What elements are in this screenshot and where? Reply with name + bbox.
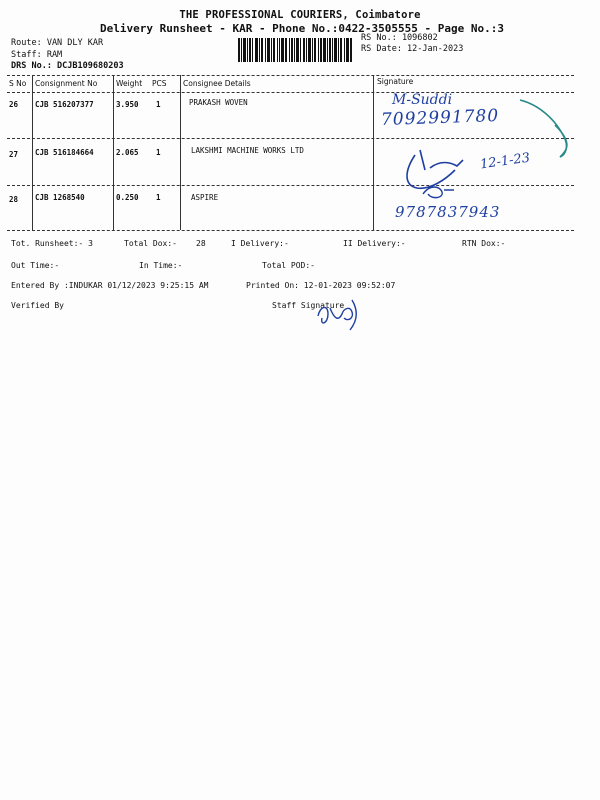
column-header-sno: S No [9,79,27,88]
total-pod-label: Total POD:- [262,261,315,270]
printed-on: Printed On: 12-01-2023 09:52:07 [246,281,396,290]
row-consignment: CJB 1268540 [35,193,85,202]
i-delivery-label: I Delivery:- [231,239,289,248]
row-consignee: ASPIRE [191,193,219,202]
ii-delivery-label: II Delivery:- [343,239,406,248]
route-text: Route: VAN DLY KAR [11,38,104,48]
company-title: THE PROFESSIONAL COURIERS, Coimbatore [179,9,421,21]
staff-text: Staff: RAM [11,49,63,60]
row-consignee: LAKSHMI MACHINE WORKS LTD [191,146,304,155]
column-header-signature: Signature [377,77,414,86]
column-header-consignee: Consignee Details [183,79,251,88]
rs-number: RS No.: 1096802 [361,33,438,43]
column-header-consignment: Consignment No [35,79,98,88]
handwritten-delivery-date: 12-1-23 [479,150,531,173]
row-pcs: 1 [156,193,161,202]
column-divider [180,75,181,230]
row-divider [7,138,574,139]
verified-by-label: Verified By [11,301,64,310]
row-consignee: PRAKASH WOVEN [189,98,248,107]
barcode [238,38,353,62]
row-consignment: CJB 516207377 [35,100,94,109]
column-header-pcs: PCS [152,79,167,88]
rs-date: RS Date: 12-Jan-2023 [361,44,464,54]
row2-signature [395,140,475,200]
rtn-dox-label: RTN Dox:- [462,239,506,248]
entered-by: Entered By :INDUKAR 01/12/2023 9:25:15 AM [11,281,209,290]
handwritten-receiver-phone: 9787837943 [395,203,501,221]
column-divider [373,75,374,230]
row-sno: 27 [9,150,19,159]
table-top-rule [7,75,574,76]
row-pcs: 1 [156,100,161,109]
drs-number: DRS No.: DCJB109680203 [11,61,124,71]
row-sno: 26 [9,100,19,109]
runsheet-title: Delivery Runsheet - KAR - Phone No.:0422-3505555 - Page No.:3 [100,22,504,35]
row-sno: 28 [9,195,19,204]
staff-signature-label: Staff Signature [272,301,345,310]
row-weight: 2.065 [116,148,139,157]
column-divider [32,75,33,230]
table-bottom-rule [7,230,574,231]
total-dox-value: 28 [196,239,206,248]
out-time-label: Out Time:- [11,261,60,270]
row-pcs: 1 [156,148,161,157]
row-weight: 3.950 [116,100,139,109]
total-runsheet: Tot. Runsheet:- 3 [11,239,93,248]
row-consignment: CJB 516184664 [35,148,94,157]
handwritten-receiver-name: M-Suddi [392,92,453,108]
column-divider [113,75,114,230]
row-weight: 0.250 [116,193,139,202]
signature-squiggle [515,95,575,165]
column-header-weight: Weight [116,79,143,88]
table-header-rule [7,92,574,93]
total-dox-label: Total Dox:- [124,239,177,248]
runsheet-meta-right [361,33,463,55]
runsheet-meta-left [11,38,124,73]
in-time-label: In Time:- [139,261,183,270]
row-divider [7,185,574,186]
handwritten-receiver-phone: 7092991780 [380,105,500,131]
